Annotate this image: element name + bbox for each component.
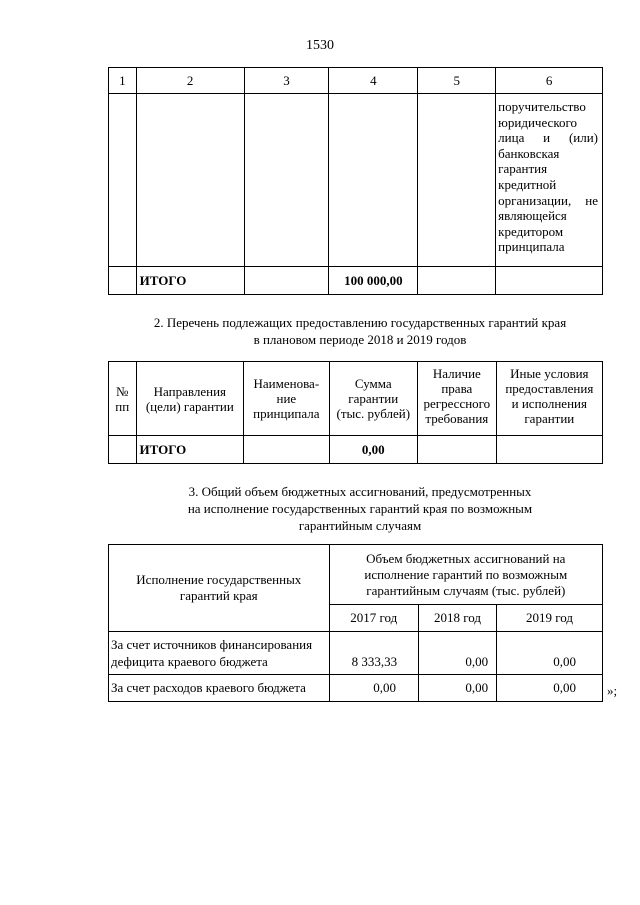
total-amount: 100 000,00 [329, 267, 418, 295]
value-2017: 0,00 [329, 675, 418, 702]
table-cell [329, 94, 418, 267]
table-cell [136, 94, 244, 267]
table-cell [109, 436, 137, 464]
table-cell [418, 267, 496, 295]
total-label: ИТОГО [136, 267, 244, 295]
table-cell [109, 94, 137, 267]
section-3-heading [0, 483, 640, 534]
col-header-5: 5 [418, 68, 496, 94]
condition-line: поручительство [498, 99, 586, 114]
total-row [109, 436, 603, 464]
col-header-other-conditions [496, 362, 602, 436]
col-header-1: 1 [109, 68, 137, 94]
header-line: гарантийным случаям (тыс. рублей) [366, 582, 566, 598]
table-cell [418, 436, 497, 464]
col-header-purpose [136, 362, 244, 436]
condition-line: являющейся [498, 208, 567, 224]
heading-line: на исполнение государственных гарантий края по возможным [187, 501, 533, 516]
header-line: № [116, 383, 129, 399]
col-header-2019: 2019 год [497, 605, 603, 632]
col-header-4: 4 [329, 68, 418, 94]
table-cell [496, 436, 602, 464]
header-line: регрессного [423, 396, 491, 411]
condition-line: гарантия [498, 161, 548, 177]
header-line: (цели) гарантии [145, 398, 234, 414]
condition-line: юридического [498, 114, 577, 130]
label-line: За счет источников финансирования [111, 637, 313, 652]
condition-word: лица [498, 130, 525, 146]
condition-line: кредитной [498, 176, 557, 192]
col-header-2017: 2017 год [329, 605, 418, 632]
header-line: предоставления [505, 381, 594, 396]
header-line: гарантий края [179, 588, 258, 603]
header-line: Наименова- [253, 376, 320, 391]
header-line: требования [425, 411, 489, 426]
condition-line: банковская [498, 145, 560, 161]
header-line: Направления [153, 383, 227, 399]
budget-allocations-table [108, 544, 603, 702]
guarantees-table-continued [108, 67, 603, 295]
header-line: пп [115, 398, 130, 414]
header-line: Иные условия [510, 366, 589, 381]
section-2-heading [0, 314, 640, 348]
condition-line: кредитором [498, 223, 564, 239]
closing-quote: »; [607, 683, 618, 698]
total-amount: 0,00 [329, 436, 418, 464]
col-header-principal [244, 362, 329, 436]
header-line: (тыс. рублей) [336, 406, 411, 421]
table-cell [244, 94, 329, 267]
header-line: Наличие [432, 366, 481, 381]
table-cell [109, 267, 137, 295]
col-header-execution [109, 545, 330, 632]
header-line: Исполнение государственных [136, 572, 302, 587]
table-header-row [109, 545, 603, 605]
col-header-regress [418, 362, 497, 436]
heading-line: 2. Перечень подлежащих предоставлению государственных гарантий края [153, 315, 567, 330]
condition-word: организации, [498, 192, 572, 208]
header-line: Объем бюджетных ассигнований на [366, 550, 566, 566]
value-2018: 0,00 [418, 675, 496, 702]
guarantee-conditions-cell [496, 94, 603, 267]
col-header-number [109, 362, 137, 436]
value-2018: 0,00 [418, 632, 496, 675]
table-cell [244, 267, 329, 295]
table-row [109, 675, 603, 702]
table-cell [496, 267, 603, 295]
row-label [109, 632, 330, 675]
condition-line-justified [498, 130, 598, 146]
value-2017: 8 333,33 [329, 632, 418, 675]
col-header-allocations [329, 545, 602, 605]
col-header-2: 2 [136, 68, 244, 94]
condition-word: и [543, 130, 551, 146]
value-2019: 0,00 [497, 675, 603, 702]
header-line: исполнение гарантий по возможным [364, 566, 568, 582]
heading-line: 3. Общий объем бюджетных ассигнований, предусмотренных [188, 484, 532, 499]
table-header-row [109, 68, 603, 94]
table-row [109, 94, 603, 267]
value-2019: 0,00 [497, 632, 603, 675]
table-row [109, 632, 603, 675]
col-header-2018: 2018 год [418, 605, 496, 632]
condition-line: принципала [498, 239, 565, 255]
label-line: дефицита краевого бюджета [111, 654, 268, 669]
col-header-6: 6 [496, 68, 603, 94]
header-line: и исполнения [511, 396, 587, 411]
col-header-amount [329, 362, 418, 436]
header-line: гарантии [524, 411, 575, 426]
row-label: За счет расходов краевого бюджета [109, 675, 330, 702]
table-header-row [109, 362, 603, 436]
planned-guarantees-table [108, 361, 603, 464]
table-cell [418, 94, 496, 267]
heading-line: гарантийным случаям [298, 518, 422, 533]
page-number: 1530 [306, 38, 334, 53]
col-header-3: 3 [244, 68, 329, 94]
condition-line-justified [498, 193, 598, 209]
condition-word: (или) [568, 130, 598, 146]
header-line: ние [276, 391, 297, 406]
header-line: права [441, 381, 473, 396]
total-row [109, 267, 603, 295]
condition-word: не [585, 192, 598, 208]
total-label: ИТОГО [136, 436, 244, 464]
header-line: Сумма [354, 376, 392, 391]
header-line: принципала [253, 406, 320, 421]
table-cell [244, 436, 329, 464]
header-line: гарантии [348, 391, 399, 406]
heading-line: в плановом периоде 2018 и 2019 годов [253, 332, 467, 347]
